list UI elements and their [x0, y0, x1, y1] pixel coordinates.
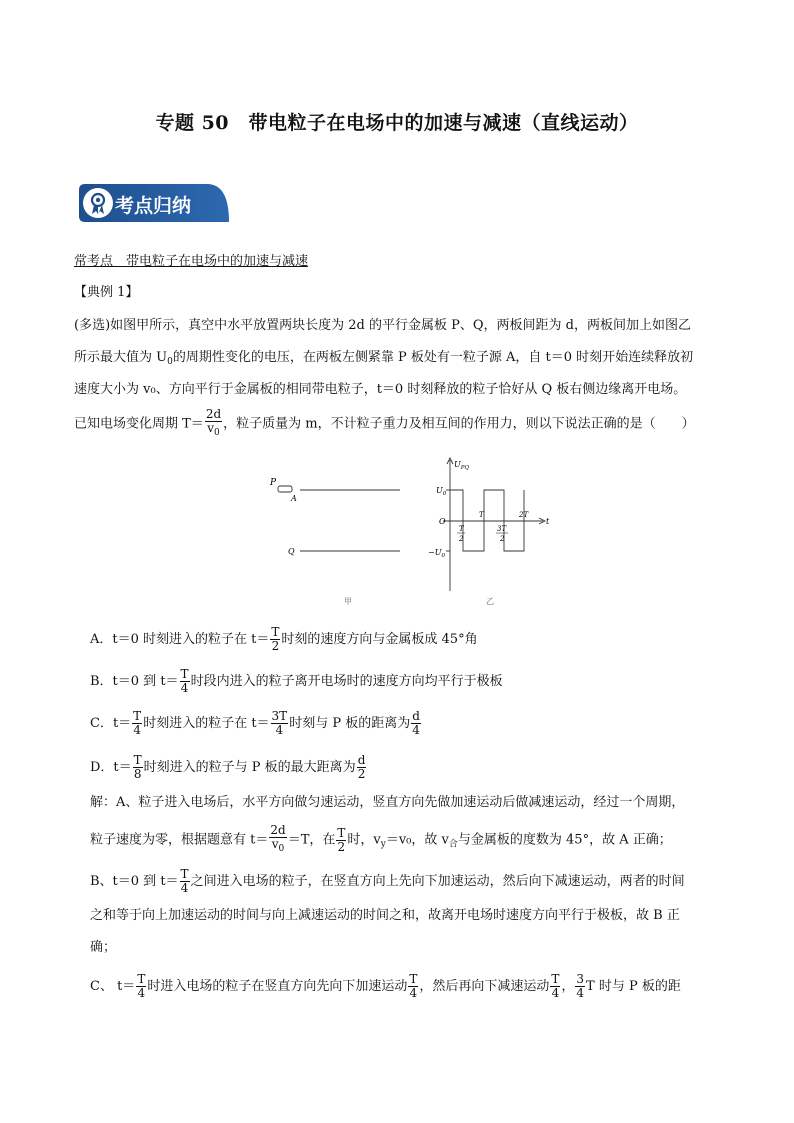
tick-3t-half-num: 3T: [497, 525, 507, 533]
caption-left: 甲: [344, 597, 352, 606]
particle-source-icon: [278, 486, 292, 492]
option-a: A．t＝0 时刻进入的粒子在 t＝ $\frac{T}{2}$ 时刻的速度方向与金属板成 45°角: [90, 625, 478, 653]
solution-line-6: C、 t＝ $\frac{T}{4}$ 时进入电场的粒子在竖直方向先向下加速运动 $\frac{T}{4}$ ，然后再向下减速运动 $\frac{T}{4}$ ， $\frac{3}{4}$ T 时与 P 板的距: [90, 972, 681, 1000]
problem-line-2: 所示最大值为 $U_0$的周期性变化的电压，在两板左侧紧靠 P 板处有一粒子源 A，自 t＝0 时刻开始连续释放初: [74, 350, 694, 367]
option-c: C．t＝ $\frac{T}{4}$ 时刻进入的粒子在 t＝ $\frac{3T}{4}$ 时刻与 P 板的距离为 $\frac{d}{4}$: [90, 709, 420, 737]
tick-t: T: [479, 511, 484, 519]
problem-figure: [260, 455, 560, 610]
page-title: 专题 50 带电粒子在电场中的加速与减速（直线运动）: [155, 112, 639, 134]
t-axis-label: t: [546, 517, 550, 526]
plate-p-label: P: [270, 478, 277, 488]
section-banner: [77, 182, 232, 224]
fraction: $\frac{2d}{v_0}$: [205, 407, 222, 438]
award-icon: [82, 187, 114, 219]
tick-3t-half-den: 2: [500, 535, 505, 543]
u0-label: $U_0$: [436, 486, 447, 497]
example-label: 【典例 1】: [74, 285, 139, 300]
origin-label: O: [439, 517, 446, 526]
solution-line-3: B、t＝0 到 t＝ $\frac{T}{4}$ 之间进入电场的粒子，在竖直方向上先向下加速运动，然后向下减速运动，两者的时间: [90, 867, 685, 895]
y-axis-label: $U_{PQ}$: [454, 460, 469, 471]
problem-line-1: (多选)如图甲所示，真空中水平放置两块长度为 2d 的平行金属板 P、Q，两板间距为 d，两板间加上如图乙: [74, 318, 691, 333]
option-d: D．t＝ $\frac{T}{8}$ 时刻进入的粒子与 P 板的最大距离为 $\frac{d}{2}$: [90, 753, 366, 781]
banner-label: 考点归纳: [115, 195, 192, 217]
section-heading: 常考点 带电粒子在电场中的加速与减速: [74, 254, 309, 269]
problem-line-3: 速度大小为 v₀、方向平行于金属板的相同带电粒子，t＝0 时刻释放的粒子恰好从 Q 板右侧边缘离开电场。: [74, 382, 687, 397]
neg-u0-label: $-U_0$: [428, 548, 445, 559]
option-b: B．t＝0 到 t＝ $\frac{T}{4}$ 时段内进入的粒子离开电场时的速度方向均平行于极板: [90, 667, 503, 695]
tick-2t: 2T: [519, 511, 529, 519]
source-a-label: A: [291, 494, 297, 503]
tick-t-half-den: 2: [459, 535, 464, 543]
solution-line-5: 确；: [90, 940, 117, 955]
tick-t-half-num: T: [459, 525, 464, 533]
problem-line-4: 已知电场变化周期 T＝ $\frac{2d}{v_0}$ ，粒子质量为 m，不计粒子重力及相互间的作用力，则以下说法正确的是（ ）: [74, 407, 695, 438]
solution-line-2: 粒子速度为零，根据题意有 t＝ $\frac{2d}{v_0}$ ＝T，在 $\frac{T}{2}$ 时，$v_y=v_0$，故 $v_合$与金属板的度数为 45°，故 A 正确；: [90, 823, 672, 854]
solution-line-4: 之和等于向上加速运动的时间与向上减速运动的时间之和，故离开电场时速度方向平行于极板，故 B 正: [90, 908, 680, 923]
plate-q-label: Q: [288, 547, 295, 556]
solution-line-1: 解：A、粒子进入电场后，水平方向做匀速运动，竖直方向先做加速运动后做减速运动，经过一个周期，: [90, 795, 685, 810]
caption-right: 乙: [486, 597, 494, 606]
